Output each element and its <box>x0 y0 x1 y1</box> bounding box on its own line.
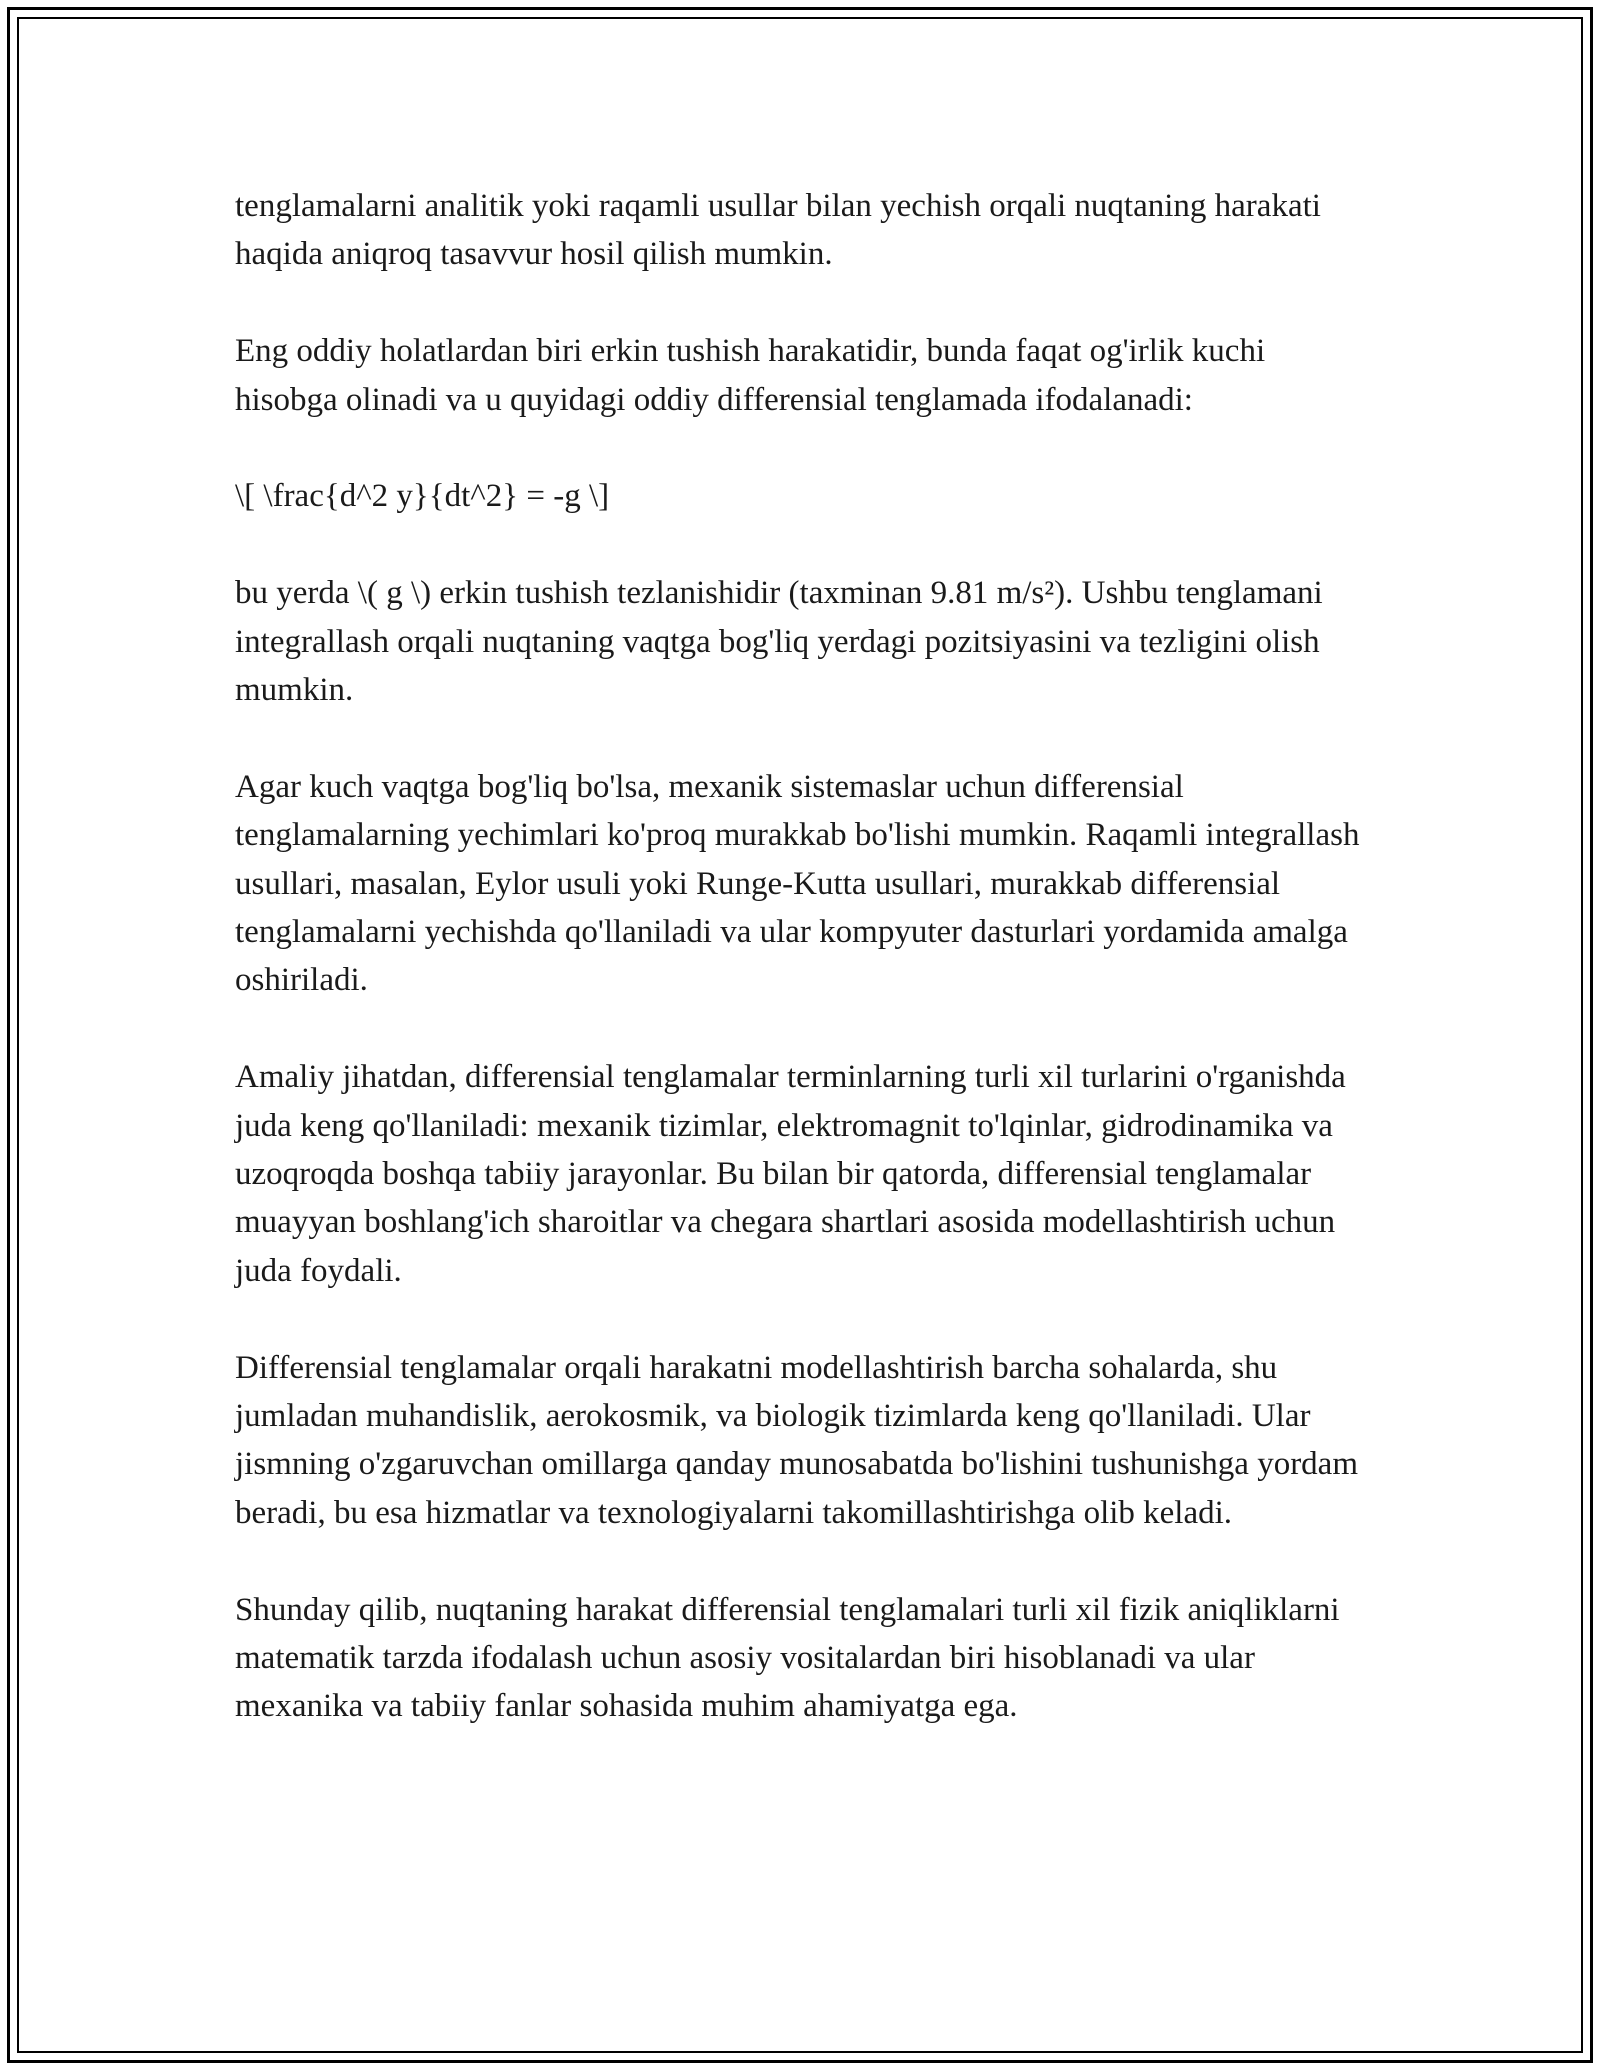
paragraph-intro-continuation: tenglamalarni analitik yoki raqamli usullar bilan yechish orqali nuqtaning harakati haqida aniqroq tasavvur hosil qilish mumkin. <box>235 188 1321 273</box>
document-body <box>235 182 1375 1779</box>
paragraph-equation: \[ \frac{d^2 y}{dt^2} = -g \] <box>235 478 610 515</box>
paragraph-practical-applications: Amaliy jihatdan, differensial tenglamalar terminlarning turli xil turlarini o'rganishda juda keng qo'llaniladi: mexanik tizimlar, elektromagnit to'lqinlar, gidrodinamika va uzoqroqda boshqa tabiiy jarayonlar. Bu bilan bir qatorda, differensial tenglamalar muayyan boshlang'ich sharoitlar va chegara shartlari asosida modellashtirish uchun juda foydali. <box>235 1059 1346 1289</box>
paragraph-modeling-fields: Differensial tenglamalar orqali harakatni modellashtirish barcha sohalarda, shu jumladan muhandislik, aerokosmik, va biologik tizimlarda keng qo'llaniladi. Ular jismning o'zgaruvchan omillarga qanday munosabatda bo'lishini tushunishga yordam beradi, bu esa hizmatlar va texnologiyalarni takomillashtirishga olib keladi. <box>235 1349 1358 1531</box>
paragraph-gravity-explanation: bu yerda \( g \) erkin tushish tezlanishidir (taxminan 9.81 m/s²). Ushbu tenglamani integrallash orqali nuqtaning vaqtga bog'liq yerdagi pozitsiyasini va tezligini olish mumkin. <box>235 575 1323 709</box>
paragraph-numerical-methods: Agar kuch vaqtga bog'liq bo'lsa, mexanik sistemaslar uchun differensial tenglamalarning yechimlari ko'proq murakkab bo'lishi mumkin. Raqamli integrallash usullari, masalan, Eylor usuli yoki Runge-Kutta usullari, murakkab differensial tenglamalarni yechishda qo'llaniladi va ular kompyuter dasturlari yordamida amalga oshiriladi. <box>235 768 1360 999</box>
paragraph-free-fall: Eng oddiy holatlardan biri erkin tushish harakatidir, bunda faqat og'irlik kuchi hisobga olinadi va u quyidagi oddiy differensial tenglamada ifodalanadi: <box>235 333 1266 418</box>
paragraph-conclusion: Shunday qilib, nuqtaning harakat differensial tenglamalari turli xil fizik aniqliklarni matematik tarzda ifodalash uchun asosiy vositalardan biri hisoblanadi va ular mexanika va tabiiy fanlar sohasida muhim ahamiyatga ega. <box>235 1591 1340 1725</box>
